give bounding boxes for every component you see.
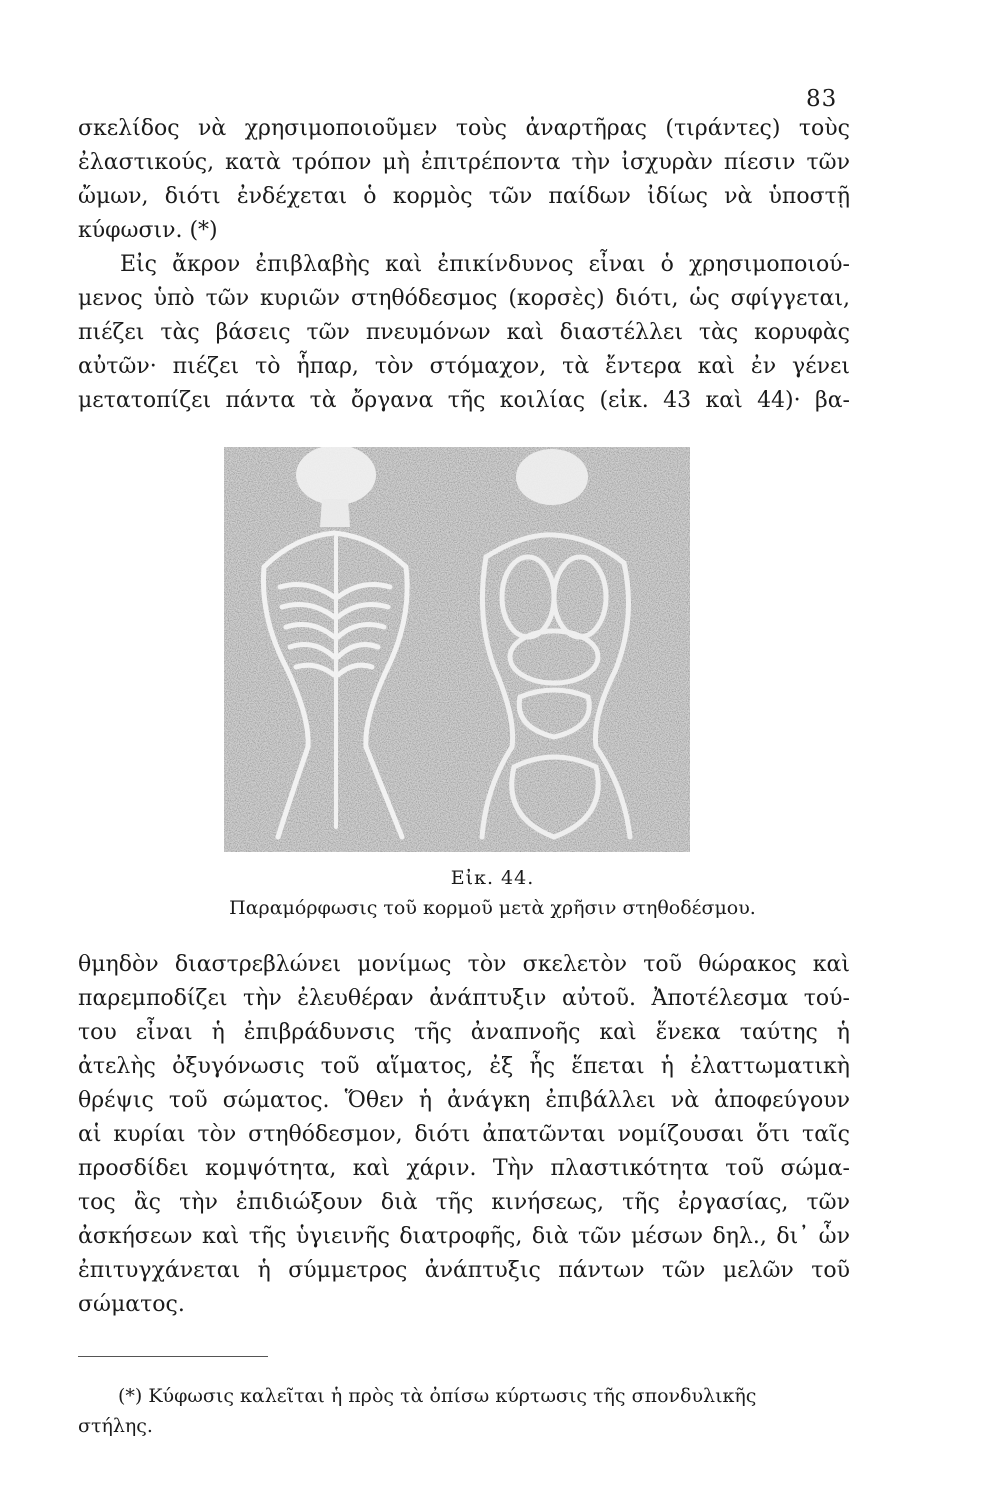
- corset-deformation-figure: [224, 447, 690, 852]
- page-number: 83: [806, 86, 838, 112]
- paragraph-2: [78, 248, 850, 418]
- paragraph-1: [78, 112, 850, 248]
- text-line: ἀτελὴς ὀξυγόνωσις τοῦ αἵματος, ἐξ ἧς ἕπεται ἡ ἐλαττωματικὴ: [78, 1054, 850, 1079]
- text-line: πιέζει τὰς βάσεις τῶν πνευμόνων καὶ διαστέλλει τὰς κορυφὰς: [78, 320, 850, 345]
- text-line: θρέψις τοῦ σώματος. Ὅθεν ἡ ἀνάγκη ἐπιβάλλει νὰ ἀποφεύγουν: [78, 1088, 850, 1113]
- text-line: σώματος.: [78, 1292, 185, 1317]
- text-line: του εἶναι ἡ ἐπιβράδυνσις τῆς ἀναπνοῆς καὶ ἕνεκα ταύτης ἡ: [78, 1020, 850, 1045]
- text-line: Εἰς ἄκρον ἐπιβλαβὴς καὶ ἐπικίνδυνος εἶναι ὁ χρησιμοποιού-: [120, 252, 850, 277]
- text-line: θμηδὸν διαστρεβλώνει μονίμως τὸν σκελετὸν τοῦ θώρακος καὶ: [78, 952, 850, 977]
- text-line: παρεμποδίζει τὴν ἐλευθέραν ἀνάπτυξιν αὐτοῦ. Ἀποτέλεσμα τού-: [78, 986, 850, 1011]
- footnote-divider: [78, 1356, 268, 1357]
- text-line: μενος ὑπὸ τῶν κυριῶν στηθόδεσμος (κορσὲς) διότι, ὡς σφίγγεται,: [78, 286, 850, 311]
- footnote: [78, 1381, 850, 1441]
- figure-caption: Παραμόρφωσις τοῦ κορμοῦ μετὰ χρῆσιν στηθοδέσμου.: [229, 897, 756, 919]
- text-line: αὐτῶν· πιέζει τὸ ἧπαρ, τὸν στόμαχον, τὰ ἔντερα καὶ ἐν γένει: [78, 354, 850, 379]
- paragraph-3: [78, 948, 850, 1322]
- text-line: μετατοπίζει πάντα τὰ ὄργανα τῆς κοιλίας (εἰκ. 43 καὶ 44)· βα-: [78, 388, 850, 413]
- figure-number: Εἰκ. 44.: [450, 867, 535, 889]
- text-line: ἐλαστικούς, κατὰ τρόπον μὴ ἐπιτρέποντα τὴν ἰσχυρὰν πίεσιν τῶν: [78, 150, 850, 175]
- footnote-line: (*) Κύφωσις καλεῖται ἡ πρὸς τὰ ὀπίσω κύρτωσις τῆς σπονδυλικῆς: [118, 1385, 757, 1407]
- text-line: ὤμων, διότι ἐνδέχεται ὁ κορμὸς τῶν παίδων ἰδίως νὰ ὑποστῇ: [78, 184, 850, 209]
- text-line: τος ἂς τὴν ἐπιδιώξουν διὰ τῆς κινήσεως, τῆς ἐργασίας, τῶν: [78, 1190, 850, 1215]
- text-line: ἐπιτυγχάνεται ἡ σύμμετρος ἀνάπτυξις πάντων τῶν μελῶν τοῦ: [78, 1258, 850, 1283]
- text-line: ἀσκήσεων καὶ τῆς ὑγιεινῆς διατροφῆς, διὰ τῶν μέσων δηλ., δι᾽ ὧν: [78, 1224, 850, 1249]
- text-line: σκελίδος νὰ χρησιμοποιοῦμεν τοὺς ἀναρτῆρας (τιράντες) τοὺς: [78, 116, 850, 141]
- text-line: κύφωσιν. (*): [78, 218, 218, 243]
- text-line: προσδίδει κομψότητα, καὶ χάριν. Τὴν πλαστικότητα τοῦ σώμα-: [78, 1156, 850, 1181]
- footnote-line: στήλης.: [78, 1415, 153, 1437]
- text-line: αἱ κυρίαι τὸν στηθόδεσμον, διότι ἀπατῶνται νομίζουσαι ὅτι ταῖς: [78, 1122, 850, 1147]
